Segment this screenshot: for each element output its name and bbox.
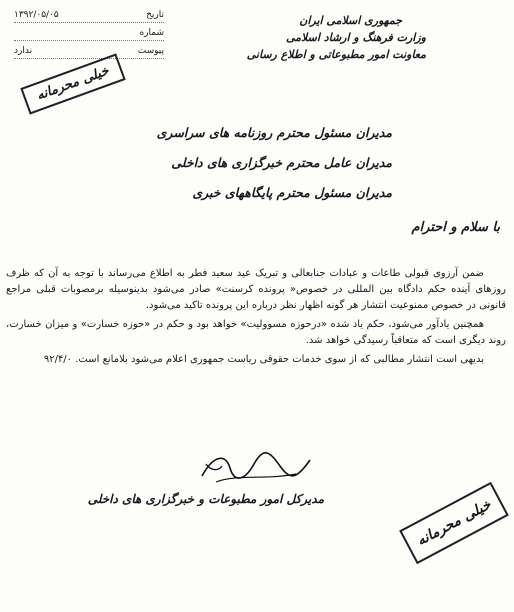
letter-meta [14, 8, 164, 62]
addressee-list [92, 118, 392, 208]
letter-body [6, 266, 506, 371]
date-row [14, 8, 164, 23]
greeting: با سلام و احترام [411, 220, 500, 235]
body-paragraph-2: همچنین یادآور می‌شود، حکم یاد شده «درحوزه مسوولیت» خواهد بود و حکم در «حوزه خسارت» و میزان خسارت، روند دیگری است که متعاقباً رسیدگی خواهد شد. [6, 319, 506, 346]
date-value: ۱۳۹۲/۰۵/۰۵ [14, 10, 59, 20]
letterhead [247, 12, 426, 63]
body-paragraph-3: بدیهی است انتشار مطالبی که از سوی خدمات حقوقی ریاست جمهوری اعلام می‌شود بلامانع است. ۹۲/۴/۰ [43, 354, 484, 365]
date-label: تاریخ [146, 10, 164, 20]
body-paragraph-1: ضمن آرزوی قبولی طاعات و عبادات جنابعالی و تبریک عید سعید فطر به اطلاع می‌رساند با توجه به آن که ظرف روزهای آینده حکم دادگاه بین المللی در خصوص« پرونده کرسنت» صادر می‌شود بدینوسیله برمصوبات قبلی مراجع قانونی در خصوص ممنوعیت انتشار هر گونه اظهار نظر درباره این پرونده تاکید می‌شود. [6, 268, 506, 311]
confidential-stamp-top: خیلی محرمانه [20, 53, 125, 114]
addressee-2: مدیران عامل محترم خبرگزاری های داخلی [171, 155, 392, 170]
attachment-label: پیوست [137, 46, 164, 56]
letterhead-line-3: معاونت امور مطبوعاتی و اطلاع رسانی [246, 48, 426, 61]
attachment-value: ندارد [14, 46, 33, 56]
signature-icon [196, 446, 316, 488]
addressee-3: مدیران مسئول محترم پایگاههای خبری [192, 185, 392, 200]
addressee-1: مدیران مسئول محترم روزنامه های سراسری [156, 125, 392, 140]
number-label: شماره [139, 28, 164, 38]
attachment-row [14, 44, 164, 59]
number-row [14, 26, 164, 41]
letterhead-line-1: جمهوری اسلامی ایران [299, 14, 402, 27]
handwritten-signature [196, 446, 316, 488]
signer-title: مدیرکل امور مطبوعات و خبرگزاری های داخلی [87, 492, 324, 506]
confidential-stamp-bottom: خیلی محرمانه [399, 482, 509, 564]
letterhead-line-2: وزارت فرهنگ و ارشاد اسلامی [285, 31, 426, 44]
